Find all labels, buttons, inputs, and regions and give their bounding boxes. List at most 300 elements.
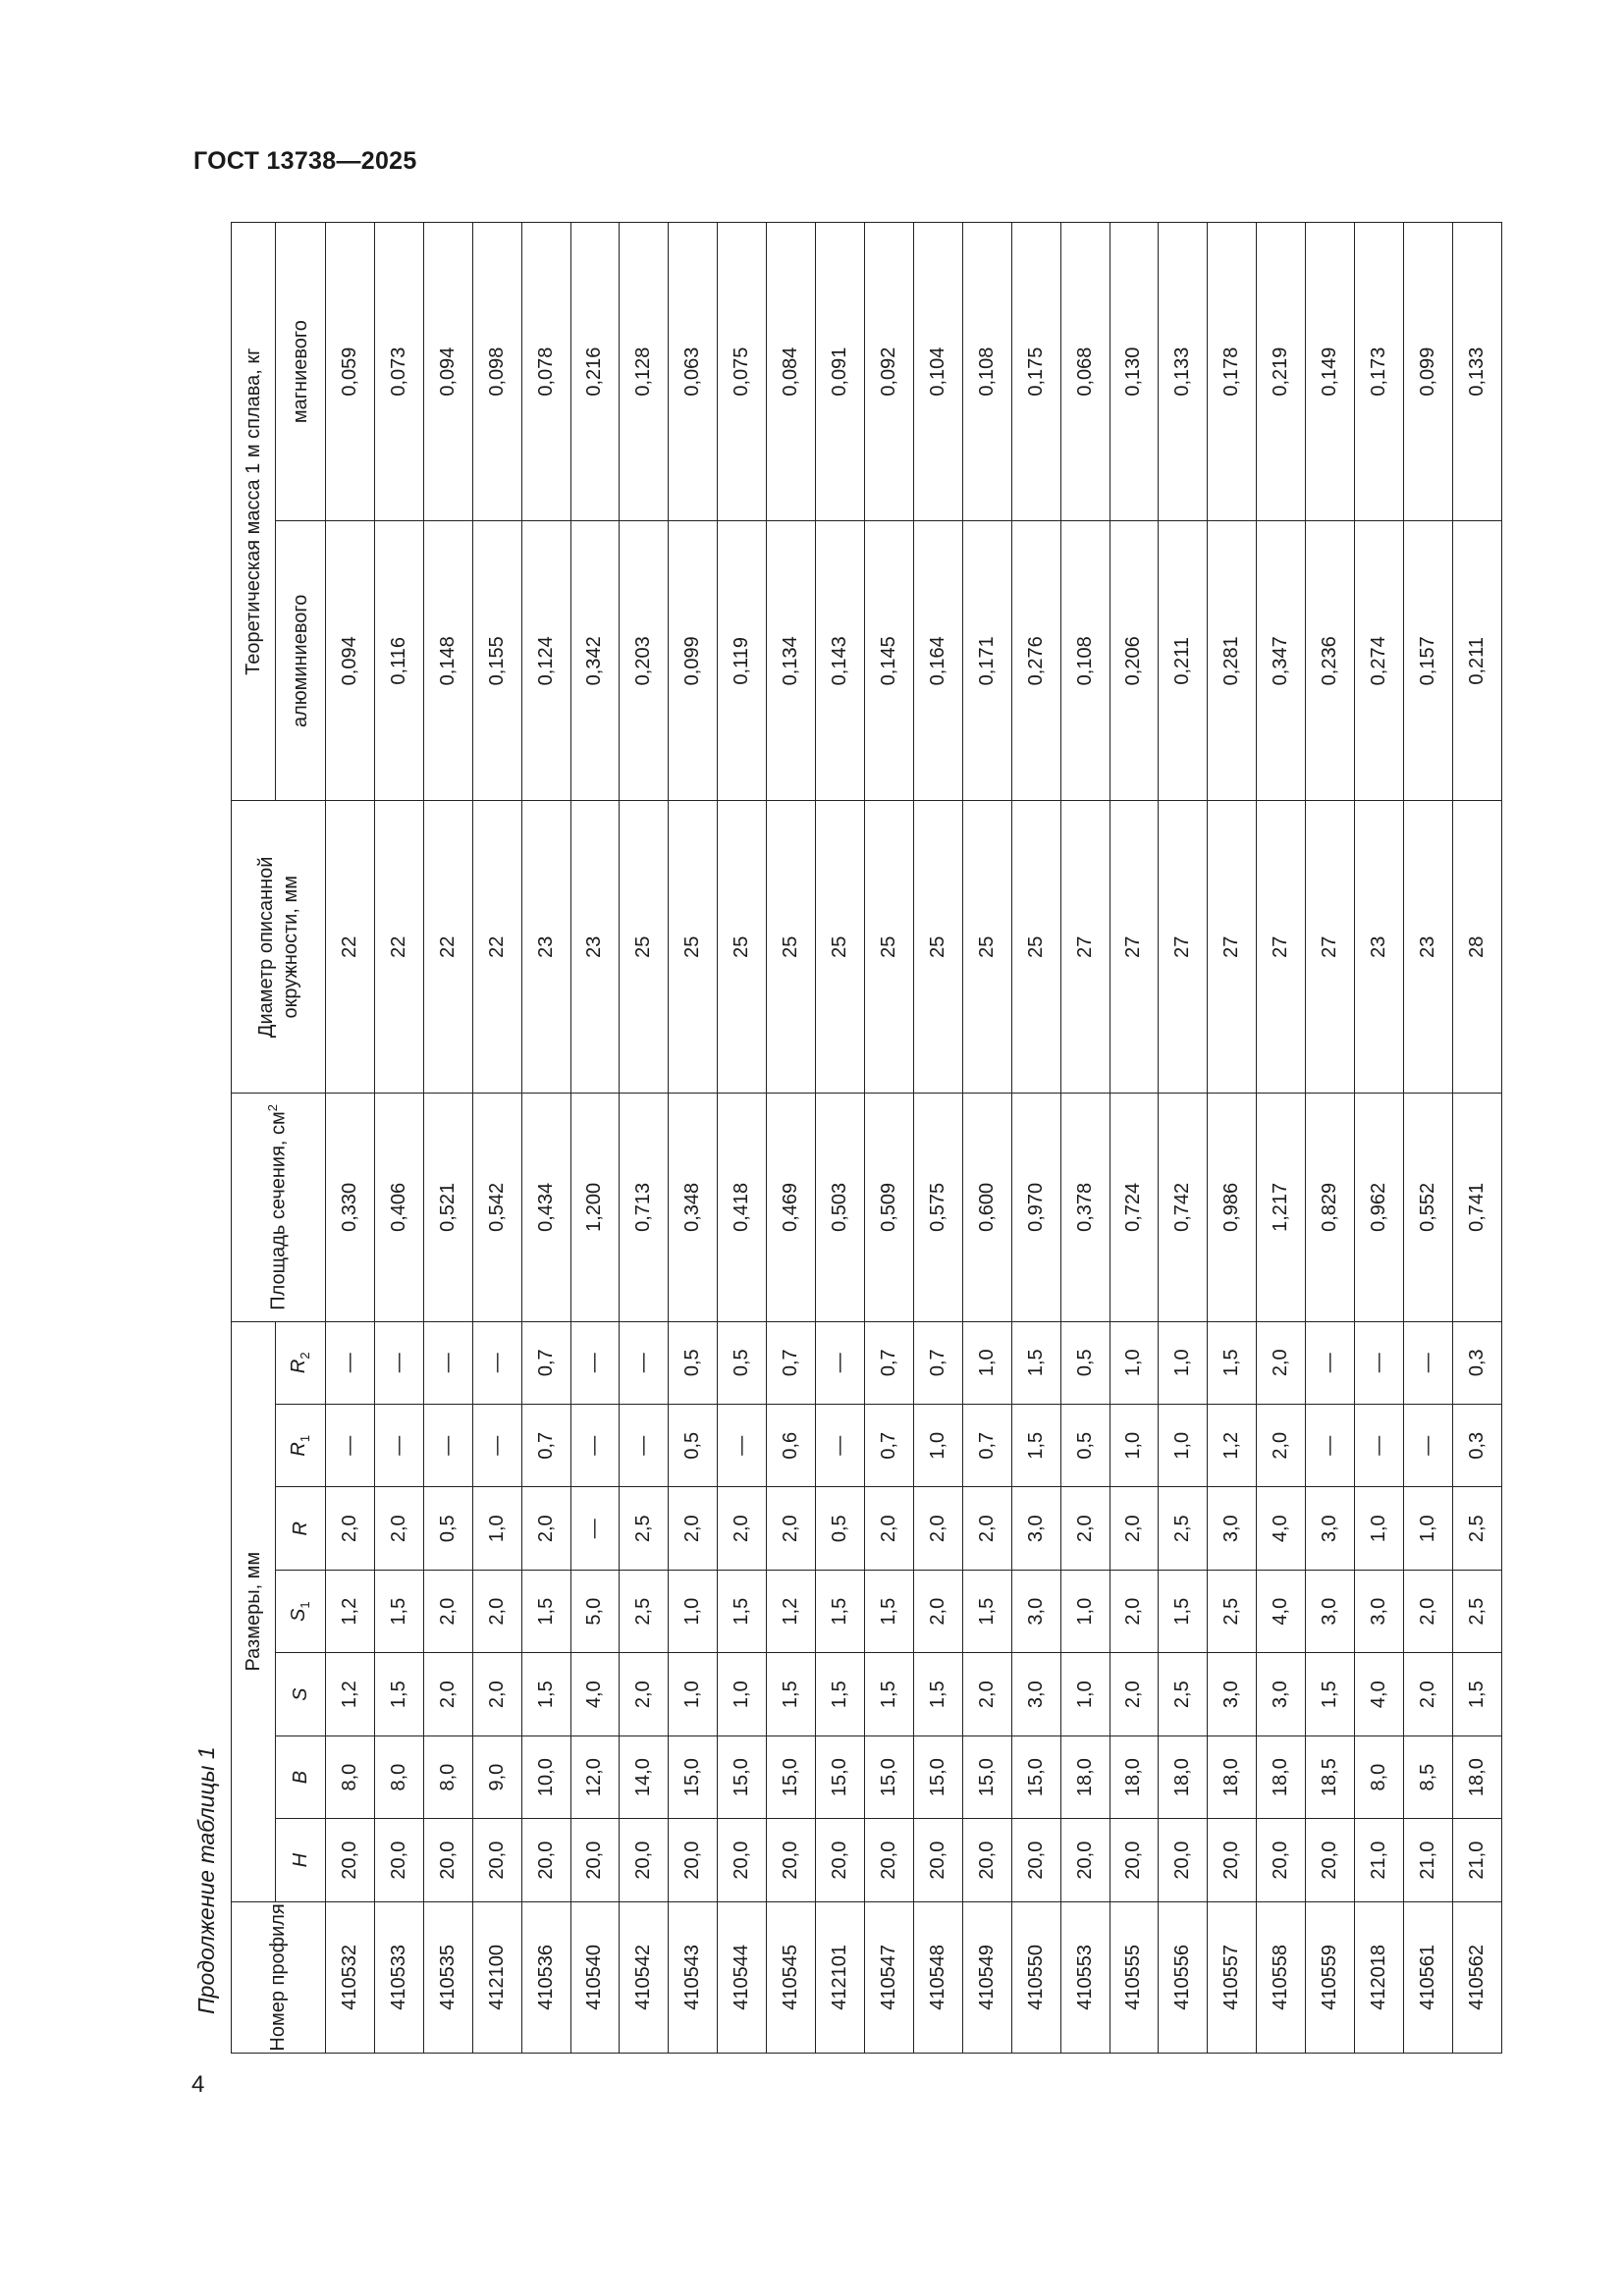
cell-area: 0,418 bbox=[718, 1094, 767, 1321]
header-dimensions: Размеры, мм bbox=[232, 1321, 276, 1901]
cell-h: 21,0 bbox=[1452, 1819, 1501, 1901]
cell-mass-magnesium: 0,059 bbox=[326, 223, 375, 521]
cell-r1: — bbox=[718, 1405, 767, 1487]
cell-area: 0,742 bbox=[1159, 1094, 1208, 1321]
cell-r1: — bbox=[816, 1405, 865, 1487]
cell-h: 20,0 bbox=[864, 1819, 913, 1901]
cell-area: 0,575 bbox=[913, 1094, 962, 1321]
cell-b: 8,0 bbox=[423, 1735, 472, 1818]
cell-h: 20,0 bbox=[570, 1819, 620, 1901]
cell-s: 2,0 bbox=[1110, 1653, 1159, 1735]
cell-h: 21,0 bbox=[1403, 1819, 1452, 1901]
cell-s1: 4,0 bbox=[1257, 1570, 1306, 1652]
cell-area: 0,713 bbox=[620, 1094, 669, 1321]
cell-b: 8,5 bbox=[1403, 1735, 1452, 1818]
cell-mass-magnesium: 0,133 bbox=[1159, 223, 1208, 521]
cell-h: 20,0 bbox=[1208, 1819, 1257, 1901]
cell-area: 0,741 bbox=[1452, 1094, 1501, 1321]
cell-r: 3,0 bbox=[1208, 1487, 1257, 1570]
cell-s1: 1,0 bbox=[1060, 1570, 1110, 1652]
cell-mass-magnesium: 0,078 bbox=[521, 223, 570, 521]
cell-diameter: 25 bbox=[669, 801, 718, 1094]
table-caption: Продолжение таблицы 1 bbox=[193, 1746, 219, 2014]
cell-b: 10,0 bbox=[521, 1735, 570, 1818]
cell-area: 0,348 bbox=[669, 1094, 718, 1321]
cell-s: 1,0 bbox=[718, 1653, 767, 1735]
cell-s: 4,0 bbox=[1355, 1653, 1404, 1735]
cell-profile-number: 410557 bbox=[1208, 1901, 1257, 2053]
cell-profile-number: 410555 bbox=[1110, 1901, 1159, 2053]
cell-mass-magnesium: 0,216 bbox=[570, 223, 620, 521]
cell-diameter: 25 bbox=[767, 801, 816, 1094]
cell-r1: — bbox=[1355, 1405, 1404, 1487]
header-r2-sub: 2 bbox=[298, 1352, 313, 1360]
cell-r2: 0,3 bbox=[1452, 1321, 1501, 1405]
cell-r1: — bbox=[472, 1405, 521, 1487]
profiles-table bbox=[231, 222, 1502, 2054]
cell-profile-number: 410540 bbox=[570, 1901, 620, 2053]
cell-area: 0,434 bbox=[521, 1094, 570, 1321]
cell-mass-aluminum: 0,281 bbox=[1208, 521, 1257, 801]
cell-profile-number: 410544 bbox=[718, 1901, 767, 2053]
cell-mass-aluminum: 0,134 bbox=[767, 521, 816, 801]
cell-b: 18,0 bbox=[1060, 1735, 1110, 1818]
cell-r2: 1,0 bbox=[1110, 1321, 1159, 1405]
cell-mass-magnesium: 0,108 bbox=[962, 223, 1011, 521]
cell-s1: 2,5 bbox=[1452, 1570, 1501, 1652]
header-mass: Теоретическая масса 1 м сплава, кг bbox=[232, 223, 276, 801]
cell-b: 15,0 bbox=[767, 1735, 816, 1818]
cell-area: 0,552 bbox=[1403, 1094, 1452, 1321]
cell-profile-number: 410562 bbox=[1452, 1901, 1501, 2053]
cell-mass-aluminum: 0,164 bbox=[913, 521, 962, 801]
cell-profile-number: 410547 bbox=[864, 1901, 913, 2053]
cell-diameter: 22 bbox=[472, 801, 521, 1094]
cell-s: 1,5 bbox=[767, 1653, 816, 1735]
cell-area: 0,542 bbox=[472, 1094, 521, 1321]
cell-s: 1,5 bbox=[864, 1653, 913, 1735]
cell-profile-number: 410553 bbox=[1060, 1901, 1110, 2053]
cell-h: 20,0 bbox=[718, 1819, 767, 1901]
cell-r: 2,0 bbox=[374, 1487, 423, 1570]
page-number: 4 bbox=[191, 2071, 205, 2098]
cell-diameter: 27 bbox=[1110, 801, 1159, 1094]
cell-mass-magnesium: 0,133 bbox=[1452, 223, 1501, 521]
cell-s: 2,0 bbox=[962, 1653, 1011, 1735]
table-row bbox=[472, 223, 521, 2054]
cell-diameter: 27 bbox=[1257, 801, 1306, 1094]
cell-b: 8,0 bbox=[1355, 1735, 1404, 1818]
cell-diameter: 23 bbox=[521, 801, 570, 1094]
cell-r2: 1,5 bbox=[1208, 1321, 1257, 1405]
cell-r: 2,0 bbox=[669, 1487, 718, 1570]
cell-r2: 0,7 bbox=[864, 1321, 913, 1405]
header-r2 bbox=[276, 1321, 326, 1405]
cell-mass-aluminum: 0,148 bbox=[423, 521, 472, 801]
cell-mass-aluminum: 0,347 bbox=[1257, 521, 1306, 801]
cell-diameter: 25 bbox=[913, 801, 962, 1094]
cell-mass-magnesium: 0,219 bbox=[1257, 223, 1306, 521]
cell-b: 9,0 bbox=[472, 1735, 521, 1818]
cell-r2: — bbox=[620, 1321, 669, 1405]
cell-mass-aluminum: 0,171 bbox=[962, 521, 1011, 801]
cell-r1: — bbox=[1403, 1405, 1452, 1487]
cell-b: 8,0 bbox=[326, 1735, 375, 1818]
cell-profile-number: 410556 bbox=[1159, 1901, 1208, 2053]
table-row bbox=[423, 223, 472, 2054]
cell-diameter: 27 bbox=[1060, 801, 1110, 1094]
cell-s1: 1,5 bbox=[816, 1570, 865, 1652]
cell-b: 18,5 bbox=[1306, 1735, 1355, 1818]
cell-r1: — bbox=[1306, 1405, 1355, 1487]
cell-profile-number: 410543 bbox=[669, 1901, 718, 2053]
cell-r: 3,0 bbox=[1011, 1487, 1060, 1570]
table-body bbox=[326, 223, 1502, 2054]
cell-b: 15,0 bbox=[962, 1735, 1011, 1818]
cell-mass-magnesium: 0,091 bbox=[816, 223, 865, 521]
cell-profile-number: 410535 bbox=[423, 1901, 472, 2053]
cell-r: 0,5 bbox=[423, 1487, 472, 1570]
cell-r2: — bbox=[472, 1321, 521, 1405]
cell-r: 1,0 bbox=[1355, 1487, 1404, 1570]
cell-diameter: 25 bbox=[816, 801, 865, 1094]
table-row bbox=[570, 223, 620, 2054]
cell-r2: — bbox=[1306, 1321, 1355, 1405]
cell-area: 0,829 bbox=[1306, 1094, 1355, 1321]
cell-mass-magnesium: 0,092 bbox=[864, 223, 913, 521]
cell-profile-number: 410533 bbox=[374, 1901, 423, 2053]
cell-mass-aluminum: 0,206 bbox=[1110, 521, 1159, 801]
header-h: H bbox=[276, 1819, 326, 1901]
cell-r2: 0,5 bbox=[1060, 1321, 1110, 1405]
table-row bbox=[1452, 223, 1501, 2054]
cell-s: 1,5 bbox=[913, 1653, 962, 1735]
cell-area: 1,217 bbox=[1257, 1094, 1306, 1321]
cell-mass-magnesium: 0,104 bbox=[913, 223, 962, 521]
rotated-table-area bbox=[191, 218, 1488, 2054]
cell-r: — bbox=[570, 1487, 620, 1570]
cell-mass-aluminum: 0,155 bbox=[472, 521, 521, 801]
cell-s1: 1,2 bbox=[326, 1570, 375, 1652]
table-row bbox=[864, 223, 913, 2054]
cell-b: 15,0 bbox=[718, 1735, 767, 1818]
table-row bbox=[1355, 223, 1404, 2054]
cell-r: 2,0 bbox=[913, 1487, 962, 1570]
cell-r2: 1,0 bbox=[962, 1321, 1011, 1405]
cell-s: 2,0 bbox=[423, 1653, 472, 1735]
cell-profile-number: 410550 bbox=[1011, 1901, 1060, 2053]
cell-profile-number: 410532 bbox=[326, 1901, 375, 2053]
cell-mass-magnesium: 0,128 bbox=[620, 223, 669, 521]
cell-h: 20,0 bbox=[472, 1819, 521, 1901]
cell-r: 1,0 bbox=[1403, 1487, 1452, 1570]
cell-r: 2,0 bbox=[521, 1487, 570, 1570]
header-profile-number: Номер профиля bbox=[232, 1901, 326, 2053]
cell-s1: 2,0 bbox=[1403, 1570, 1452, 1652]
cell-diameter: 25 bbox=[1011, 801, 1060, 1094]
cell-r1: 0,6 bbox=[767, 1405, 816, 1487]
table-row bbox=[620, 223, 669, 2054]
cell-mass-aluminum: 0,274 bbox=[1355, 521, 1404, 801]
cell-mass-aluminum: 0,116 bbox=[374, 521, 423, 801]
cell-s: 4,0 bbox=[570, 1653, 620, 1735]
cell-profile-number: 412018 bbox=[1355, 1901, 1404, 2053]
cell-h: 20,0 bbox=[1159, 1819, 1208, 1901]
cell-r2: 0,5 bbox=[718, 1321, 767, 1405]
cell-h: 20,0 bbox=[374, 1819, 423, 1901]
cell-h: 20,0 bbox=[962, 1819, 1011, 1901]
cell-r1: 0,5 bbox=[669, 1405, 718, 1487]
cell-area: 0,724 bbox=[1110, 1094, 1159, 1321]
cell-r: 3,0 bbox=[1306, 1487, 1355, 1570]
cell-mass-magnesium: 0,073 bbox=[374, 223, 423, 521]
header-b: B bbox=[276, 1735, 326, 1818]
header-magnesium: магниевого bbox=[276, 223, 326, 521]
cell-r: 2,0 bbox=[1110, 1487, 1159, 1570]
cell-mass-magnesium: 0,130 bbox=[1110, 223, 1159, 521]
cell-r: 2,0 bbox=[326, 1487, 375, 1570]
cell-mass-aluminum: 0,203 bbox=[620, 521, 669, 801]
cell-b: 12,0 bbox=[570, 1735, 620, 1818]
header-s1-base: S bbox=[288, 1608, 310, 1622]
cell-mass-magnesium: 0,068 bbox=[1060, 223, 1110, 521]
cell-s1: 1,0 bbox=[669, 1570, 718, 1652]
cell-r: 2,5 bbox=[1452, 1487, 1501, 1570]
table-row bbox=[326, 223, 375, 2054]
cell-r: 2,5 bbox=[620, 1487, 669, 1570]
cell-diameter: 25 bbox=[620, 801, 669, 1094]
cell-b: 18,0 bbox=[1208, 1735, 1257, 1818]
cell-r1: 2,0 bbox=[1257, 1405, 1306, 1487]
table-row bbox=[718, 223, 767, 2054]
cell-r1: — bbox=[570, 1405, 620, 1487]
cell-r1: 1,2 bbox=[1208, 1405, 1257, 1487]
cell-mass-aluminum: 0,099 bbox=[669, 521, 718, 801]
cell-s: 2,0 bbox=[620, 1653, 669, 1735]
cell-r2: — bbox=[374, 1321, 423, 1405]
cell-b: 15,0 bbox=[913, 1735, 962, 1818]
cell-mass-aluminum: 0,094 bbox=[326, 521, 375, 801]
cell-s: 3,0 bbox=[1011, 1653, 1060, 1735]
cell-s: 1,5 bbox=[816, 1653, 865, 1735]
cell-area: 0,962 bbox=[1355, 1094, 1404, 1321]
cell-h: 20,0 bbox=[767, 1819, 816, 1901]
cell-area: 0,986 bbox=[1208, 1094, 1257, 1321]
header-s1 bbox=[276, 1570, 326, 1652]
cell-r: 4,0 bbox=[1257, 1487, 1306, 1570]
header-r1-base: R bbox=[288, 1442, 310, 1457]
cell-profile-number: 410545 bbox=[767, 1901, 816, 2053]
cell-mass-aluminum: 0,108 bbox=[1060, 521, 1110, 801]
cell-mass-magnesium: 0,094 bbox=[423, 223, 472, 521]
cell-r2: 1,5 bbox=[1011, 1321, 1060, 1405]
cell-profile-number: 410549 bbox=[962, 1901, 1011, 2053]
cell-r2: 0,7 bbox=[913, 1321, 962, 1405]
cell-diameter: 25 bbox=[718, 801, 767, 1094]
cell-b: 15,0 bbox=[1011, 1735, 1060, 1818]
cell-s1: 1,5 bbox=[374, 1570, 423, 1652]
cell-mass-magnesium: 0,173 bbox=[1355, 223, 1404, 521]
cell-r2: — bbox=[1403, 1321, 1452, 1405]
cell-r2: 1,0 bbox=[1159, 1321, 1208, 1405]
cell-r1: — bbox=[374, 1405, 423, 1487]
cell-area: 0,600 bbox=[962, 1094, 1011, 1321]
cell-mass-aluminum: 0,157 bbox=[1403, 521, 1452, 801]
table-row bbox=[962, 223, 1011, 2054]
table-row bbox=[669, 223, 718, 2054]
cell-r: 2,0 bbox=[1060, 1487, 1110, 1570]
cell-diameter: 25 bbox=[962, 801, 1011, 1094]
cell-s: 1,5 bbox=[374, 1653, 423, 1735]
cell-s1: 3,0 bbox=[1355, 1570, 1404, 1652]
cell-mass-aluminum: 0,124 bbox=[521, 521, 570, 801]
cell-s: 1,0 bbox=[669, 1653, 718, 1735]
cell-r: 2,0 bbox=[767, 1487, 816, 1570]
cell-area: 0,503 bbox=[816, 1094, 865, 1321]
cell-r1: 1,0 bbox=[913, 1405, 962, 1487]
table-row bbox=[374, 223, 423, 2054]
cell-s: 3,0 bbox=[1208, 1653, 1257, 1735]
cell-r2: — bbox=[423, 1321, 472, 1405]
cell-r2: — bbox=[570, 1321, 620, 1405]
cell-b: 18,0 bbox=[1159, 1735, 1208, 1818]
document-header: ГОСТ 13738—2025 bbox=[193, 147, 417, 175]
header-diameter: Диаметр описанной окружности, мм bbox=[232, 801, 326, 1094]
cell-mass-magnesium: 0,149 bbox=[1306, 223, 1355, 521]
cell-mass-aluminum: 0,342 bbox=[570, 521, 620, 801]
cell-mass-magnesium: 0,084 bbox=[767, 223, 816, 521]
cell-r1: 0,7 bbox=[864, 1405, 913, 1487]
cell-s: 1,2 bbox=[326, 1653, 375, 1735]
cell-s: 1,5 bbox=[1452, 1653, 1501, 1735]
cell-area: 0,521 bbox=[423, 1094, 472, 1321]
cell-b: 14,0 bbox=[620, 1735, 669, 1818]
cell-r2: 2,0 bbox=[1257, 1321, 1306, 1405]
cell-mass-aluminum: 0,143 bbox=[816, 521, 865, 801]
cell-r2: — bbox=[816, 1321, 865, 1405]
cell-diameter: 22 bbox=[374, 801, 423, 1094]
table-row bbox=[1011, 223, 1060, 2054]
cell-s1: 3,0 bbox=[1306, 1570, 1355, 1652]
cell-s1: 2,5 bbox=[1208, 1570, 1257, 1652]
table-row bbox=[1159, 223, 1208, 2054]
cell-area: 0,970 bbox=[1011, 1094, 1060, 1321]
cell-diameter: 27 bbox=[1208, 801, 1257, 1094]
cell-area: 1,200 bbox=[570, 1094, 620, 1321]
cell-h: 20,0 bbox=[669, 1819, 718, 1901]
table-row bbox=[1403, 223, 1452, 2054]
cell-r1: 0,7 bbox=[962, 1405, 1011, 1487]
header-area-sup: 2 bbox=[265, 1103, 281, 1112]
cell-r2: — bbox=[326, 1321, 375, 1405]
cell-s1: 5,0 bbox=[570, 1570, 620, 1652]
cell-diameter: 23 bbox=[570, 801, 620, 1094]
cell-b: 8,0 bbox=[374, 1735, 423, 1818]
cell-mass-magnesium: 0,178 bbox=[1208, 223, 1257, 521]
cell-s: 3,0 bbox=[1257, 1653, 1306, 1735]
cell-r: 2,0 bbox=[962, 1487, 1011, 1570]
cell-h: 20,0 bbox=[1011, 1819, 1060, 1901]
cell-r1: — bbox=[326, 1405, 375, 1487]
cell-s1: 1,5 bbox=[718, 1570, 767, 1652]
cell-s1: 2,0 bbox=[913, 1570, 962, 1652]
cell-b: 18,0 bbox=[1452, 1735, 1501, 1818]
cell-diameter: 27 bbox=[1306, 801, 1355, 1094]
cell-b: 15,0 bbox=[816, 1735, 865, 1818]
cell-r: 2,0 bbox=[718, 1487, 767, 1570]
cell-r1: — bbox=[423, 1405, 472, 1487]
table-row bbox=[913, 223, 962, 2054]
cell-r2: — bbox=[1355, 1321, 1404, 1405]
table-row bbox=[1110, 223, 1159, 2054]
cell-h: 20,0 bbox=[816, 1819, 865, 1901]
cell-mass-aluminum: 0,276 bbox=[1011, 521, 1060, 801]
cell-s: 1,5 bbox=[1306, 1653, 1355, 1735]
header-area-text: Площадь сечения, см bbox=[267, 1111, 290, 1310]
cell-profile-number: 410561 bbox=[1403, 1901, 1452, 2053]
cell-s: 2,0 bbox=[472, 1653, 521, 1735]
cell-s: 1,0 bbox=[1060, 1653, 1110, 1735]
cell-diameter: 28 bbox=[1452, 801, 1501, 1094]
table-row bbox=[1257, 223, 1306, 2054]
cell-s1: 1,5 bbox=[864, 1570, 913, 1652]
cell-profile-number: 412100 bbox=[472, 1901, 521, 2053]
cell-s1: 1,5 bbox=[962, 1570, 1011, 1652]
cell-profile-number: 410548 bbox=[913, 1901, 962, 2053]
cell-r1: 1,0 bbox=[1110, 1405, 1159, 1487]
cell-s: 2,5 bbox=[1159, 1653, 1208, 1735]
cell-mass-aluminum: 0,211 bbox=[1452, 521, 1501, 801]
cell-r2: 0,7 bbox=[767, 1321, 816, 1405]
cell-profile-number: 412101 bbox=[816, 1901, 865, 2053]
cell-s1: 1,5 bbox=[521, 1570, 570, 1652]
cell-b: 18,0 bbox=[1110, 1735, 1159, 1818]
cell-diameter: 22 bbox=[423, 801, 472, 1094]
header-r1 bbox=[276, 1405, 326, 1487]
cell-h: 20,0 bbox=[1060, 1819, 1110, 1901]
header-aluminum: алюминиевого bbox=[276, 521, 326, 801]
cell-r2: 0,7 bbox=[521, 1321, 570, 1405]
cell-b: 18,0 bbox=[1257, 1735, 1306, 1818]
cell-s1: 2,5 bbox=[620, 1570, 669, 1652]
cell-s1: 1,5 bbox=[1159, 1570, 1208, 1652]
cell-mass-magnesium: 0,098 bbox=[472, 223, 521, 521]
table-row bbox=[1208, 223, 1257, 2054]
cell-s: 2,0 bbox=[1403, 1653, 1452, 1735]
header-area bbox=[232, 1094, 326, 1321]
cell-mass-magnesium: 0,075 bbox=[718, 223, 767, 521]
cell-h: 20,0 bbox=[913, 1819, 962, 1901]
cell-s1: 2,0 bbox=[1110, 1570, 1159, 1652]
cell-r1: 1,0 bbox=[1159, 1405, 1208, 1487]
cell-mass-aluminum: 0,236 bbox=[1306, 521, 1355, 801]
header-s1-sub: 1 bbox=[298, 1601, 313, 1609]
cell-profile-number: 410559 bbox=[1306, 1901, 1355, 2053]
cell-s1: 1,2 bbox=[767, 1570, 816, 1652]
cell-r1: 1,5 bbox=[1011, 1405, 1060, 1487]
cell-profile-number: 410542 bbox=[620, 1901, 669, 2053]
cell-s1: 2,0 bbox=[472, 1570, 521, 1652]
cell-h: 20,0 bbox=[1306, 1819, 1355, 1901]
cell-r: 0,5 bbox=[816, 1487, 865, 1570]
table-row bbox=[767, 223, 816, 2054]
cell-r: 2,0 bbox=[864, 1487, 913, 1570]
cell-h: 20,0 bbox=[1110, 1819, 1159, 1901]
cell-h: 21,0 bbox=[1355, 1819, 1404, 1901]
table-row bbox=[1060, 223, 1110, 2054]
cell-diameter: 23 bbox=[1355, 801, 1404, 1094]
cell-diameter: 27 bbox=[1159, 801, 1208, 1094]
